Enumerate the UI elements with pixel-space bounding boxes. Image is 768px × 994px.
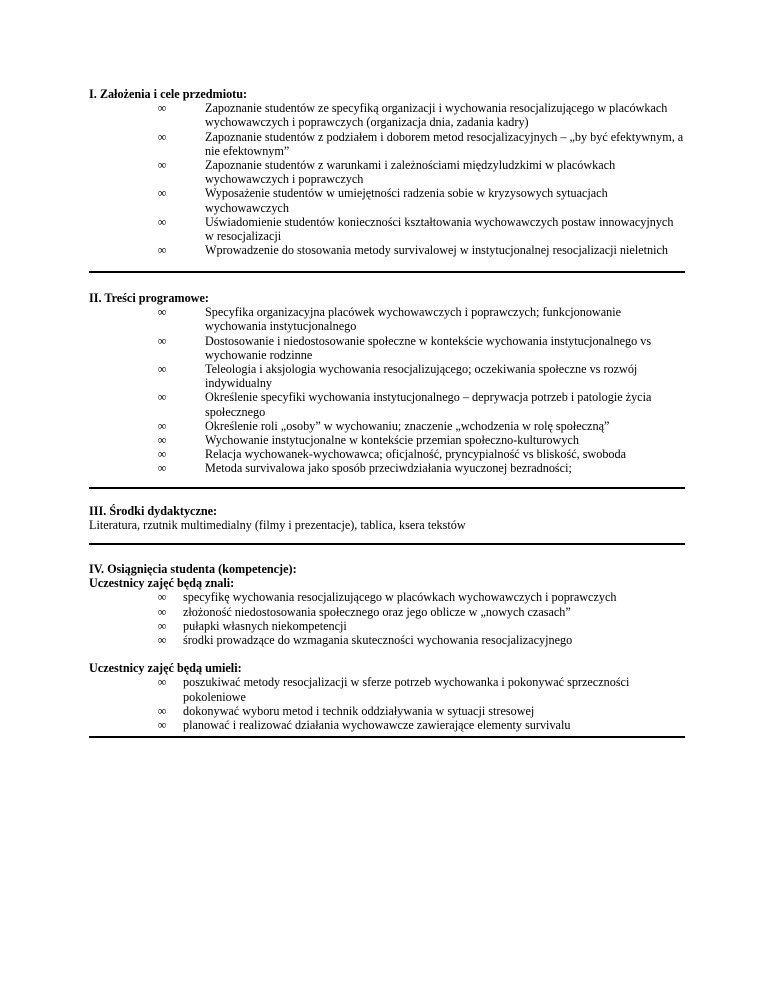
list-item <box>89 461 685 475</box>
section-didactic-text: Literatura, rzutnik multimedialny (filmy i prezentacje), tablica, ksera tekstów <box>89 518 466 533</box>
list-item <box>89 130 685 158</box>
section-didactic-means <box>89 504 685 532</box>
section-goals-title: I. Założenia i cele przedmiotu: <box>89 87 248 101</box>
list-item <box>89 158 685 186</box>
infinity-bullet-icon: ∞ <box>157 186 167 201</box>
list-item <box>89 215 685 243</box>
list-item <box>89 390 685 418</box>
section-goals <box>89 87 685 257</box>
list-item <box>89 590 685 604</box>
infinity-bullet-icon: ∞ <box>157 675 167 690</box>
list-item <box>89 186 685 214</box>
list-item-text: Zapoznanie studentów z warunkami i zależnościami międzyludzkimi w placówkach wychowawczych i poprawczych <box>205 158 616 187</box>
know-list <box>89 590 685 647</box>
list-item <box>89 704 685 718</box>
infinity-bullet-icon: ∞ <box>157 243 167 258</box>
list-item <box>89 362 685 390</box>
infinity-bullet-icon: ∞ <box>157 703 167 718</box>
list-item <box>89 447 685 461</box>
infinity-bullet-icon: ∞ <box>157 633 167 648</box>
divider-3 <box>89 543 685 545</box>
infinity-bullet-icon: ∞ <box>157 158 167 173</box>
list-item-text: Określenie roli „osoby” w wychowaniu; znaczenie „wchodzenia w rolę społeczną” <box>205 418 610 433</box>
infinity-bullet-icon: ∞ <box>157 433 167 448</box>
list-item-text: złożoność niedostosowania społecznego oraz jego oblicze w „nowych czasach” <box>183 604 571 619</box>
infinity-bullet-icon: ∞ <box>157 362 167 377</box>
infinity-bullet-icon: ∞ <box>157 390 167 405</box>
section-goals-list <box>89 101 685 257</box>
list-item-text: poszukiwać metody resocjalizacji w sferze potrzeb wychowanka i pokonywać sprzeczności pokoleniowe <box>183 675 630 704</box>
can-heading: Uczestnicy zajęć będą umieli: <box>89 661 242 676</box>
can-list <box>89 675 685 732</box>
section-content-title: II. Treści programowe: <box>89 291 209 305</box>
list-item-text: Teleologia i aksjologia wychowania resocjalizującego; oczekiwania społeczne vs rozwój indywidualny <box>205 362 638 391</box>
divider-1 <box>89 271 685 273</box>
infinity-bullet-icon: ∞ <box>157 418 167 433</box>
list-item-text: Zapoznanie studentów z podziałem i doborem metod resocjalizacyjnych – „by być efektywnym, a nie efektownym” <box>205 129 684 158</box>
list-item-text: Zapoznanie studentów ze specyfiką organizacji i wychowania resocjalizującego w placówkach wychowawczych i poprawczych (organizacja dnia, zadania kadry) <box>205 101 668 130</box>
infinity-bullet-icon: ∞ <box>157 129 167 144</box>
infinity-bullet-icon: ∞ <box>157 447 167 462</box>
list-item <box>89 101 685 129</box>
list-item <box>89 675 685 703</box>
section-competences <box>89 562 685 732</box>
know-heading: Uczestnicy zajęć będą znali: <box>89 576 235 591</box>
list-item <box>89 433 685 447</box>
section-didactic-title: III. Środki dydaktyczne: <box>89 504 218 518</box>
list-item <box>89 605 685 619</box>
infinity-bullet-icon: ∞ <box>157 214 167 229</box>
list-item-text: Wyposażenie studentów w umiejętności radzenia sobie w kryzysowych sytuacjach wychowawczych <box>205 186 608 215</box>
list-item-text: Dostosowanie i niedostosowanie społeczne w kontekście wychowania instytucjonalnego vs wychowanie rodzinne <box>205 333 652 362</box>
infinity-bullet-icon: ∞ <box>157 590 167 605</box>
list-item <box>89 718 685 732</box>
list-item <box>89 243 685 257</box>
list-item <box>89 633 685 647</box>
list-item <box>89 619 685 633</box>
infinity-bullet-icon: ∞ <box>157 333 167 348</box>
list-item <box>89 305 685 333</box>
list-item-text: Określenie specyfiki wychowania instytucjonalnego – deprywacja potrzeb i patologie życia społecznego <box>205 390 652 419</box>
infinity-bullet-icon: ∞ <box>157 718 167 733</box>
list-item-text: specyfikę wychowania resocjalizującego w placówkach wychowawczych i poprawczych <box>183 590 617 605</box>
divider-2 <box>89 487 685 489</box>
divider-4 <box>89 736 685 738</box>
list-item-text: Relacja wychowanek-wychowawca; oficjalność, pryncypialność vs bliskość, swoboda <box>205 447 627 462</box>
list-item-text: Specyfika organizacyjna placówek wychowawczych i poprawczych; funkcjonowanie wychowania instytucjonalnego <box>205 305 622 334</box>
section-content-list <box>89 305 685 475</box>
section-content <box>89 291 685 476</box>
list-item-text: dokonywać wyboru metod i technik oddziaływania w sytuacji stresowej <box>183 703 535 718</box>
infinity-bullet-icon: ∞ <box>157 461 167 476</box>
list-item-text: Wychowanie instytucjonalne w kontekście przemian społeczno-kulturowych <box>205 433 579 448</box>
list-item-text: Metoda survivalowa jako sposób przeciwdziałania wyuczonej bezradności; <box>205 461 572 476</box>
list-item <box>89 419 685 433</box>
list-item-text: Uświadomienie studentów konieczności kształtowania wychowawczych postaw innowacyjnych w resocjalizacji <box>205 214 674 244</box>
list-item-text: Wprowadzenie do stosowania metody survivalowej w instytucjonalnej resocjalizacji nieletnich <box>205 243 668 258</box>
list-item-text: pułapki własnych niekompetencji <box>183 618 347 633</box>
infinity-bullet-icon: ∞ <box>157 604 167 619</box>
list-item-text: środki prowadzące do wzmagania skuteczności wychowania resocjalizacyjnego <box>183 633 573 648</box>
infinity-bullet-icon: ∞ <box>157 618 167 633</box>
infinity-bullet-icon: ∞ <box>157 101 167 116</box>
infinity-bullet-icon: ∞ <box>157 305 167 320</box>
section-competences-title: IV. Osiągnięcia studenta (kompetencje): <box>89 562 297 576</box>
list-item <box>89 334 685 362</box>
list-item-text: planować i realizować działania wychowawcze zawierające elementy survivalu <box>183 718 571 733</box>
